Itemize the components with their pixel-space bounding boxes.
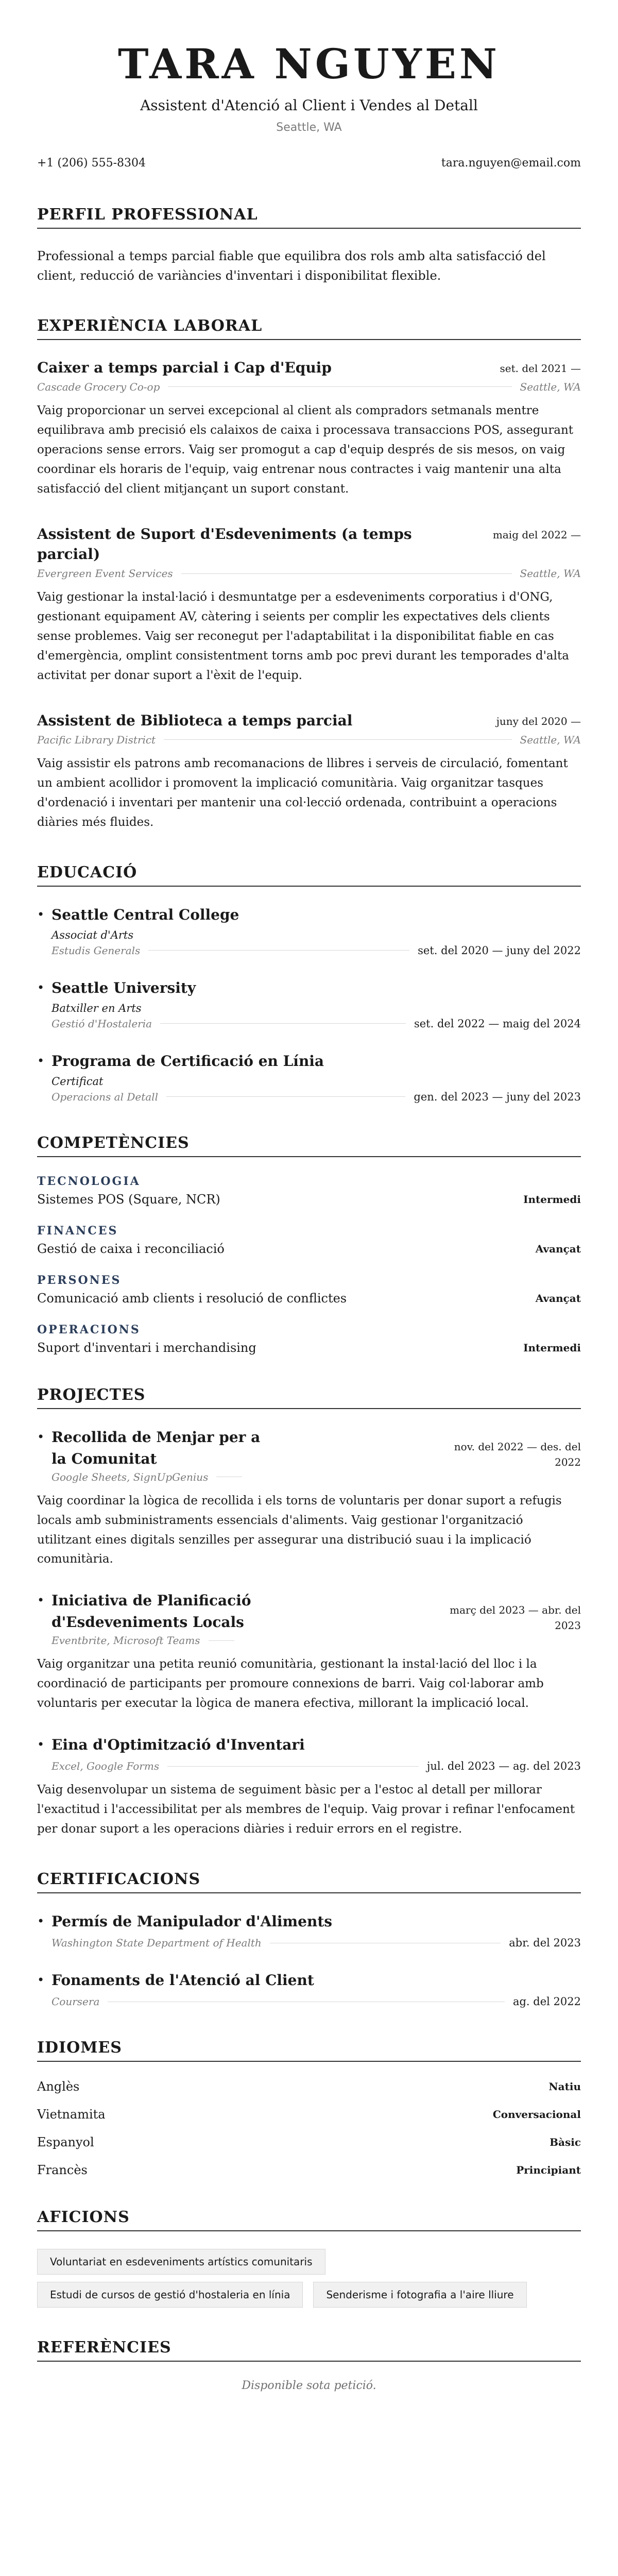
job-description: Vaig assistir els patrons amb recomanacions de llibres i serveis de circulació, fomentant un ambient acollidor i promovent la implicació comunitària. Vaig organitzar tasques d'ordenació i inventari per mantenir una col·lecció ordenada, contribuint a operacions diàries més fluides. — [37, 756, 568, 829]
job-title: Caixer a temps parcial i Cap d'Equip — [37, 359, 332, 376]
hobby-tag: Voluntariat en esdeveniments artístics comunitaris — [37, 2249, 325, 2275]
job-date: set. del 2021 — — [500, 362, 581, 375]
skill-level: Avançat — [535, 1242, 581, 1255]
job-description: Vaig proporcionar un servei excepcional al client als compradors setmanals mentre equilibrava amb precisió els calaixos de caixa i processava transaccions POS, assegurant operacions sense errors. Vaig ser promogut a cap d'equip després de sis mesos, on vaig coordinar els horaris de l'equip, vaig entrenar nous contractes i vaig mantenir una alta satisfacció del client mitjançant un suport constant. — [37, 403, 574, 496]
project-title: Eina d'Optimització d'Inventari — [52, 1736, 305, 1754]
contact-bar — [37, 157, 581, 170]
project-entry — [37, 1590, 581, 1714]
language-row — [37, 2163, 581, 2177]
profile-section — [37, 206, 581, 286]
location: Seattle, WA — [276, 121, 342, 134]
leader-line — [160, 1023, 406, 1024]
email: tara.nguyen@email.com — [441, 157, 581, 170]
job-title: Assistent de Biblioteca a temps parcial — [37, 711, 353, 729]
hobby-tags — [37, 2249, 581, 2308]
language-level: Principiant — [516, 2164, 581, 2177]
skills-section — [37, 1134, 581, 1355]
skill-category-name: TECNOLOGIA — [37, 1174, 141, 1188]
education-entry — [37, 977, 581, 1030]
bullet-icon: • — [37, 907, 45, 922]
language-name: Espanyol — [37, 2135, 94, 2150]
skill-name: Comunicació amb clients i resolució de conflictes — [37, 1291, 347, 1306]
degree: Batxiller en Arts — [52, 1002, 142, 1014]
project-tools: Google Sheets, SignUpGenius — [52, 1470, 209, 1483]
section-title: PROJECTES — [37, 1386, 581, 1409]
school-name: Programa de Certificació en Línia — [52, 1052, 324, 1070]
bullet-icon: • — [37, 980, 45, 995]
skill-name: Gestió de caixa i reconciliació — [37, 1241, 225, 1256]
certification-name: Fonaments de l'Atenció al Client — [52, 1972, 314, 1989]
field-of-study: Gestió d'Hostaleria — [52, 1017, 152, 1030]
language-level: Bàsic — [550, 2136, 581, 2149]
skill-level: Intermedi — [523, 1341, 581, 1354]
job-date: maig del 2022 — — [492, 528, 581, 541]
section-title: REFERÈNCIES — [37, 2338, 581, 2362]
job-company: Evergreen Event Services — [37, 567, 173, 580]
education-entry — [37, 1050, 581, 1103]
project-description: Vaig desenvolupar un sistema de seguiment bàsic per a l'estoc al detall per millorar l'exactitud i l'accessibilitat per als membres de l'equip. Vaig provar i refinar l'enfocament per donar suport a les operacions diàries i reduir errors en el registre. — [37, 1783, 575, 1836]
job-entry — [37, 710, 581, 833]
education-date: gen. del 2023 — juny del 2023 — [414, 1090, 581, 1103]
job-location: Seattle, WA — [520, 567, 581, 580]
section-title: IDIOMES — [37, 2039, 581, 2062]
resume-header — [37, 41, 581, 134]
language-name: Francès — [37, 2163, 88, 2178]
school-name: Seattle Central College — [52, 906, 239, 923]
field-of-study: Operacions al Detall — [52, 1090, 158, 1103]
phone: +1 (206) 555-8304 — [37, 157, 146, 170]
skill-category-name: FINANCES — [37, 1224, 118, 1238]
job-company: Cascade Grocery Co-op — [37, 380, 160, 393]
project-date: jul. del 2023 — ag. del 2023 — [426, 1760, 581, 1773]
leader-line — [167, 1766, 419, 1767]
section-title: AFICIONS — [37, 2208, 581, 2231]
certification-issuer: Coursera — [52, 1995, 100, 2008]
language-level: Conversacional — [492, 2108, 581, 2121]
job-entry — [37, 358, 581, 499]
job-title: Assistent de Suport d'Esdeveniments (a temps parcial) — [37, 525, 412, 563]
skill-category — [37, 1175, 581, 1207]
leader-line — [166, 1096, 405, 1097]
field-of-study: Estudis Generals — [52, 944, 141, 957]
education-date: set. del 2022 — maig del 2024 — [414, 1017, 581, 1030]
education-date: set. del 2020 — juny del 2022 — [418, 944, 581, 957]
skill-name: Suport d'inventari i merchandising — [37, 1340, 256, 1355]
leader-line — [181, 573, 512, 574]
degree: Associat d'Arts — [52, 928, 134, 941]
language-row — [37, 2079, 581, 2094]
leader-line — [168, 386, 511, 387]
skill-level: Intermedi — [523, 1193, 581, 1206]
leader-line — [148, 950, 409, 951]
bullet-icon: • — [37, 1973, 45, 1988]
job-company: Pacific Library District — [37, 733, 156, 746]
leader-line — [209, 1640, 234, 1641]
job-location: Seattle, WA — [520, 380, 581, 393]
education-section — [37, 863, 581, 1103]
degree: Certificat — [52, 1075, 104, 1088]
project-description: Vaig organitzar una petita reunió comunitària, gestionant la instal·lació del lloc i la coordinació de participants per promoure connexions de barri. Vaig col·laborar amb voluntaris per executar la lògica de manera efectiva, millorant la implicació local. — [37, 1657, 544, 1710]
project-date: nov. del 2022 — des. del 2022 — [454, 1440, 581, 1468]
project-date: març del 2023 — abr. del 2023 — [450, 1604, 581, 1632]
language-name: Anglès — [37, 2079, 80, 2094]
job-entry — [37, 524, 581, 686]
experience-section — [37, 317, 581, 833]
hobbies-section — [37, 2208, 581, 2308]
certification-entry — [37, 1970, 581, 2008]
skill-level: Avançat — [535, 1292, 581, 1304]
skill-category-name: OPERACIONS — [37, 1323, 141, 1336]
headline: Assistent d'Atenció al Client i Vendes al Detall — [140, 97, 478, 114]
person-name: TARA NGUYEN — [117, 40, 501, 88]
skill-category — [37, 1274, 581, 1306]
certification-date: ag. del 2022 — [512, 1995, 581, 2008]
project-description: Vaig coordinar la lògica de recollida i els torns de voluntaris per donar suport a refugis locals amb subministraments essencials d'aliments. Vaig gestionar l'organització utilitzant eines digitals senzilles per assegurar una distribució suau i la implicació comunitària. — [37, 1494, 562, 1566]
bullet-icon: • — [37, 1737, 45, 1752]
project-title: Iniciativa de Planificació d'Esdeveniments Locals — [52, 1592, 251, 1631]
bullet-icon: • — [37, 1053, 45, 1068]
project-tools: Excel, Google Forms — [52, 1760, 160, 1773]
certifications-section — [37, 1870, 581, 2008]
hobby-tag: Estudi de cursos de gestió d'hostaleria en línia — [37, 2282, 303, 2308]
school-name: Seattle University — [52, 979, 196, 996]
bullet-icon: • — [37, 1429, 45, 1444]
section-title: EXPERIÈNCIA LABORAL — [37, 317, 581, 340]
skill-name: Sistemes POS (Square, NCR) — [37, 1192, 220, 1207]
job-location: Seattle, WA — [520, 733, 581, 746]
leader-line — [164, 739, 511, 740]
project-title: Recollida de Menjar per a la Comunitat — [52, 1428, 261, 1467]
project-entry — [37, 1734, 581, 1839]
languages-section — [37, 2039, 581, 2177]
references-text: Disponible sota petició. — [242, 2379, 376, 2393]
skill-category-name: PERSONES — [37, 1273, 122, 1287]
hobby-tag: Senderisme i fotografia a l'aire lliure — [313, 2282, 526, 2308]
section-title: PERFIL PROFESSIONAL — [37, 206, 581, 229]
bullet-icon: • — [37, 1914, 45, 1929]
references-section — [37, 2338, 581, 2392]
certification-name: Permís de Manipulador d'Aliments — [52, 1913, 333, 1930]
skill-category — [37, 1323, 581, 1355]
section-title: EDUCACIÓ — [37, 863, 581, 887]
projects-section — [37, 1386, 581, 1839]
skill-category — [37, 1224, 581, 1256]
project-entry — [37, 1427, 581, 1570]
profile-text: Professional a temps parcial fiable que equilibra dos rols amb alta satisfacció del client, reducció de variàncies d'inventari i disponibilitat flexible. — [37, 249, 546, 283]
job-date: juny del 2020 — — [496, 715, 581, 727]
language-level: Natiu — [548, 2080, 581, 2093]
education-entry — [37, 904, 581, 957]
certification-entry — [37, 1911, 581, 1949]
section-title: CERTIFICACIONS — [37, 1870, 581, 1893]
project-tools: Eventbrite, Microsoft Teams — [52, 1634, 200, 1647]
section-title: COMPETÈNCIES — [37, 1134, 581, 1157]
bullet-icon: • — [37, 1593, 45, 1608]
certification-date: abr. del 2023 — [509, 1937, 581, 1950]
certification-issuer: Washington State Department of Health — [52, 1937, 262, 1950]
language-row — [37, 2107, 581, 2122]
job-description: Vaig gestionar la instal·lació i desmuntatge per a esdeveniments corporatius i d'ONG, gestionant equipament AV, càtering i seients per complir les expectatives dels clients sense problemes. Vaig ser reconegut per l'adaptabilitat i la disponibilitat fiable en cas d'emergència, omplint consistentment torns amb poc previ durant les temporades d'alta activitat per donar suport a l'èxit de l'equip. — [37, 590, 569, 682]
language-name: Vietnamita — [37, 2107, 106, 2122]
language-row — [37, 2135, 581, 2149]
